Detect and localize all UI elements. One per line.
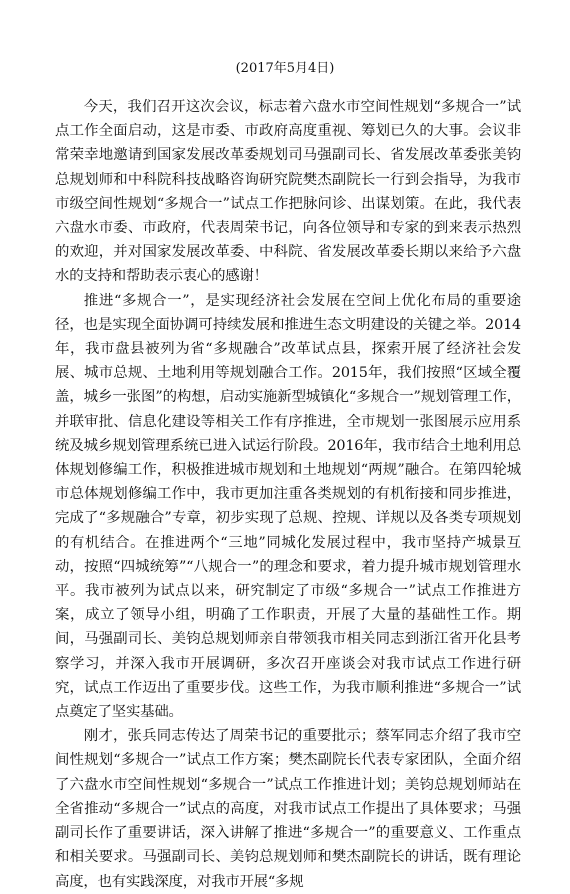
speech-body (55, 95, 521, 894)
paragraph-summary: 刚才，张兵同志传达了周荣书记的重要批示；蔡军同志介绍了我市空间性规划“多规合一”试点工作方案；樊杰副院长代表专家团队，全面介绍了六盘水市空间性规划“多规合一”试点工作推进计划；美钧总规划师站在全省推动“多规合一”试点的高度，对我市试点工作提出了具体要求；马强副司长作了重要讲话，深入讲解了推进“多规合一”的重要意义、工作重点和相关要求。马强副司长、美钧总规划师和樊杰副院长的讲话，既有理论高度，也有实践深度，对我市开展“多规 (55, 728, 521, 890)
paragraph-opening: 今天，我们召开这次会议，标志着六盘水市空间性规划“多规合一”试点工作全面启动，这是市委、市政府高度重视、筹划已久的大事。会议非常荣幸地邀请到国家发展改革委规划司马强副司长、省发展改革委张美钧总规划师和中科院科技战略咨询研究院樊杰副院长一行到会指导，为我市市级空间性规划“多规合一”试点工作把脉问诊、出谋划策。在此，我代表六盘水市委、市政府，代表周荣书记，向各位领导和专家的到来表示热烈的欢迎，并对国家发展改革委、中科院、省发展改革委长期以来给予六盘水的支持和帮助表示衷心的感谢！ (55, 99, 521, 285)
speech-date: (2017年5月4日) (235, 61, 335, 76)
paragraph-background: 推进“多规合一”，是实现经济社会发展在空间上优化布局的重要途径，也是实现全面协调可持续发展和推进生态文明建设的关键之举。2014年，我市盘县被列为省“多规融合”改革试点县，探索开展了经济社会发展、城市总规、土地利用等规划融合工作。2015年，我们按照“区域全覆盖，城乡一张图”的构想，启动实施新型城镇化“多规合一”规划管理工作，并联审批、信息化建设等相关工作有序推进，全市规划一张图展示应用系统及城乡规划管理系统已进入试运行阶段。2016年，我市结合土地利用总体规划修编工作，积极推进城市规划和土地规划“两规”融合。在第四轮城市总体规划修编工作中，我市更加注重各类规划的有机衔接和同步推进，完成了“多规融合”专章，初步实现了总规、控规、详规以及各类专项规划的有机结合。在推进两个“三地”同城化发展过程中，我市坚持产城景互动，按照“四城统筹”“八规合一”的理念和要求，着力提升城市规划管理水平。我市被列为试点以来，研究制定了市级“多规合一”试点工作推进方案，成立了领导小组，明确了工作职责，开展了大量的基础性工作。期间，马强副司长、美钧总规划师亲自带领我市相关同志到浙江省开化县考察学习，并深入我市开展调研，多次召开座谈会对我市试点工作进行研究，试点工作迈出了重要步伐。这些工作，为我市顺利推进“多规合一”试点奠定了坚实基础。 (55, 292, 521, 721)
